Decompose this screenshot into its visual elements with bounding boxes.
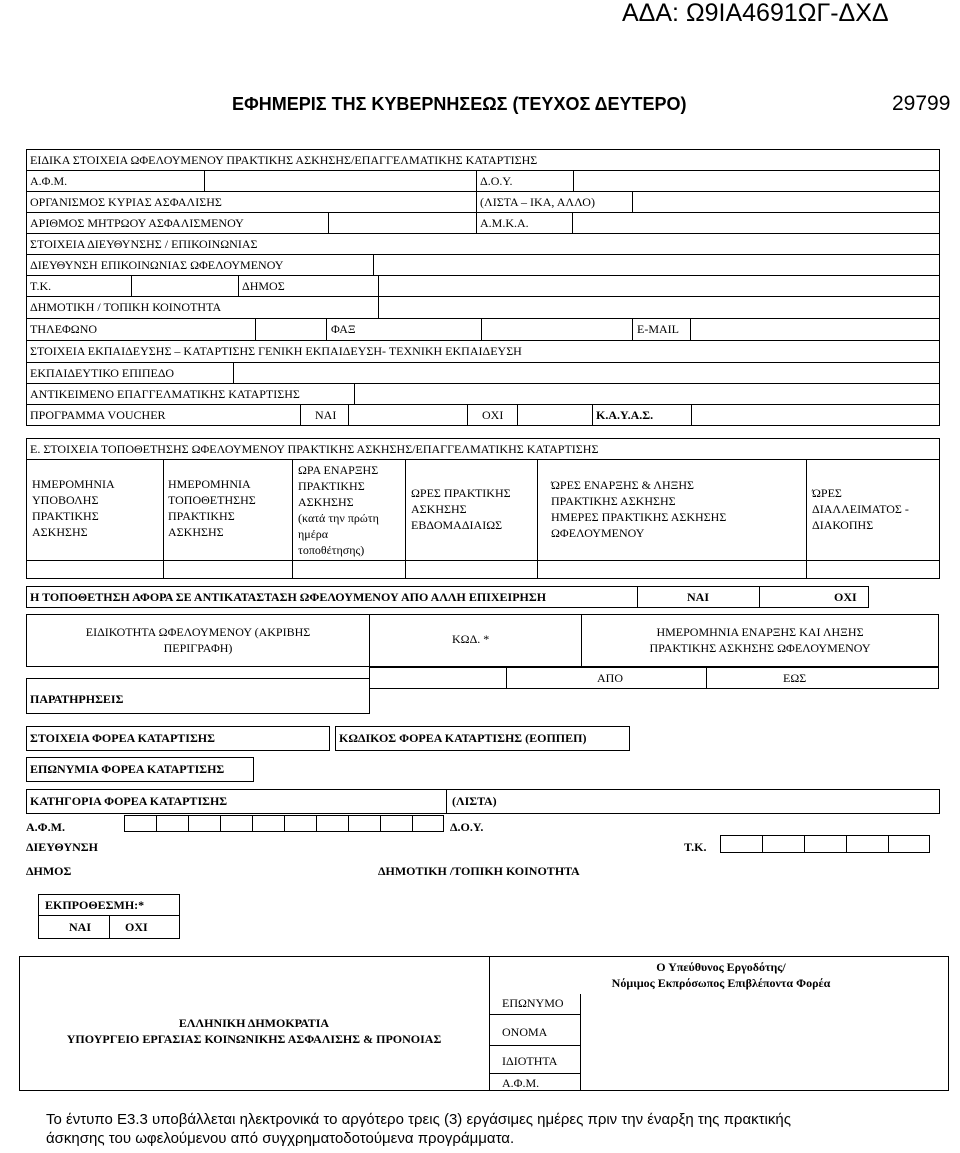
email-field[interactable] (692, 319, 938, 339)
kayas-label: Κ.Α.Υ.Α.Σ. (596, 408, 654, 422)
training-body-doy-label: Δ.Ο.Υ. (450, 820, 484, 834)
beneficiary-doy-field[interactable] (575, 171, 938, 190)
phone-label: ΤΗΛΕΦΩΝΟ (30, 322, 98, 336)
phone-field[interactable] (257, 319, 324, 339)
beneficiary-section-title: ΕΙΔΙΚΑ ΣΤΟΙΧΕΙΑ ΩΦΕΛΟΥΜΕΝΟΥ ΠΡΑΚΤΙΚΗΣ ΑΣΚΗΣΗΣ/ΕΠΑΓΓΕΛΜΑΤΙΚΗΣ ΚΑΤΑΡΤΙΣΗΣ (30, 153, 538, 167)
municipality-label: ΔΗΜΟΣ (242, 279, 285, 293)
training-body-tk-field[interactable] (720, 835, 930, 853)
fax-field[interactable] (483, 319, 630, 339)
training-body-title: ΣΤΟΙΧΕΙΑ ΦΟΡΕΑ ΚΑΤΑΡΤΙΣΗΣ (30, 731, 215, 745)
education-section-title: ΣΤΟΙΧΕΙΑ ΕΚΠΑΙΔΕΥΣΗΣ – ΚΑΤΑΡΤΙΣΗΣ ΓΕΝΙΚΗ ΕΚΠΑΙΔΕΥΣΗ- ΤΕΧΝΙΚΗ ΕΚΠΑΙΔΕΥΣΗ (30, 344, 522, 358)
gazette-title: ΕΦΗΜΕΡΙΣ ΤΗΣ ΚΥΒΕΡΝΗΣΕΩΣ (ΤΕΥΧΟΣ ΔΕΥΤΕΡΟ) (232, 94, 687, 114)
deadline-no-option[interactable]: ΟΧΙ (125, 920, 148, 934)
replacement-no-option[interactable]: ΟΧΙ (834, 590, 857, 604)
kayas-field[interactable] (693, 405, 938, 425)
education-level-field[interactable] (235, 363, 938, 382)
education-level-label: ΕΚΠΑΙΔΕΥΤΙΚΟ ΕΠΙΠΕΔΟ (30, 366, 175, 380)
placement-section-title: Ε. ΣΤΟΙΧΕΙΑ ΤΟΠΟΘΕΤΗΣΗΣ ΩΦΕΛΟΥΜΕΝΟΥ ΠΡΑΚΤΙΚΗΣ ΑΣΚΗΣΗΣ/ΕΠΑΓΓΕΛΜΑΤΙΚΗΣ ΚΑΤΑΡΤΙΣΗΣ (30, 442, 599, 456)
voucher-no-option[interactable]: ΟΧΙ (482, 408, 504, 422)
dates-label: ΗΜΕΡΟΜΗΝΙΑ ΕΝΑΡΞΗΣ ΚΑΙ ΛΗΞΗΣ ΠΡΑΚΤΙΚΗΣ ΑΣΚΗΣΗΣ ΩΦΕΛΟΥΜΕΝΟΥ (649, 625, 871, 655)
remarks-label: ΠΑΡΑΤΗΡΗΣΕΙΣ (30, 692, 124, 706)
address-field[interactable] (375, 255, 938, 274)
col-start-time: ΩΡΑ ΕΝΑΡΞΗΣ ΠΡΑΚΤΙΚΗΣ ΑΣΚΗΣΗΣ (κατά την πρώτη ημέρα τοποθέτησης) (298, 463, 379, 557)
deadline-yes-option[interactable]: ΝΑΙ (69, 920, 92, 934)
insurance-org-label: ΟΡΓΑΝΙΣΜΟΣ ΚΥΡΙΑΣ ΑΣΦΑΛΙΣΗΣ (30, 195, 222, 209)
amka-field[interactable] (574, 213, 938, 232)
tk-field[interactable] (133, 276, 236, 295)
email-label: E-MAIL (637, 322, 679, 336)
community-label: ΔΗΜΟΤΙΚΗ / ΤΟΠΙΚΗ ΚΟΙΝΟΤΗΤΑ (30, 300, 222, 314)
ministry-label: ΥΠΟΥΡΓΕΙΟ ΕΡΓΑΣΙΑΣ ΚΟΙΝΩΝΙΚΗΣ ΑΣΦΑΛΙΣΗΣ & ΠΡΟΝΟΙΑΣ (66, 1032, 442, 1046)
insurance-org-field[interactable] (206, 192, 474, 211)
training-body-tk-label: Τ.Κ. (684, 840, 707, 854)
address-label: ΔΙΕΥΘΥΝΣΗ ΕΠΙΚΟΙΝΩΝΙΑΣ ΩΦΕΛΟΥΜΕΝΟΥ (30, 258, 284, 272)
col-submission-date: ΗΜΕΡΟΜΗΝΙΑ ΥΠΟΒΟΛΗΣ ΠΡΑΚΤΙΚΗΣ ΑΣΚΗΣΗΣ (32, 477, 115, 539)
replacement-yes-option[interactable]: ΝΑΙ (687, 590, 710, 604)
training-subject-label: ΑΝΤΙΚΕΙΜΕΝΟ ΕΠΑΓΓΕΛΜΑΤΙΚΗΣ ΚΑΤΑΡΤΙΣΗΣ (30, 387, 300, 401)
signer-name-label: ΟΝΟΜΑ (502, 1025, 548, 1039)
signer-capacity-label: ΙΔΙΟΤΗΤΑ (502, 1054, 558, 1068)
from-to-row (369, 667, 939, 689)
amka-label: Α.Μ.Κ.Α. (480, 216, 529, 230)
voucher-label: ΠΡΟΓΡΑΜΜΑ VOUCHER (30, 408, 166, 422)
signer-title: Ο Υπεύθυνος Εργοδότης/ (656, 960, 786, 974)
community-field[interactable] (380, 297, 938, 317)
col-schedule: ΏΡΕΣ ΕΝΑΡΞΗΣ & ΛΗΞΗΣ ΠΡΑΚΤΙΚΗΣ ΑΣΚΗΣΗΣ ΗΜΕΡΕΣ ΠΡΑΚΤΙΚΗΣ ΑΣΚΗΣΗΣ ΩΦΕΛΟΥΜΕΝΟΥ (551, 478, 727, 540)
tk-label: Τ.Κ. (30, 279, 52, 293)
signer-afm-label: Α.Φ.Μ. (502, 1076, 540, 1090)
training-body-community-label: ΔΗΜΟΤΙΚΗ /ΤΟΠΙΚΗ ΚΟΙΝΟΤΗΤΑ (378, 864, 580, 878)
voucher-no-checkbox[interactable] (519, 405, 590, 425)
col-weekly-hours: ΩΡΕΣ ΠΡΑΚΤΙΚΗΣ ΑΣΚΗΣΗΣ ΕΒΔΟΜΑΔΙΑΙΩΣ (411, 486, 511, 532)
submission-note-line2: άσκησης του ωφελούμενου από συγχρηματοδοτούμενα προγράμματα. (46, 1130, 515, 1147)
training-body-category-list[interactable]: (ΛΙΣΤΑ) (452, 794, 497, 808)
beneficiary-afm-label: Α.Φ.Μ. (30, 174, 68, 188)
page-number: 29799 (892, 92, 951, 115)
training-body-name-label: ΕΠΩΝΥΜΙΑ ΦΟΡΕΑ ΚΑΤΑΡΤΙΣΗΣ (30, 762, 225, 776)
training-body-afm-label: Α.Φ.Μ. (26, 820, 65, 834)
republic-label: ΕΛΛΗΝΙΚΗ ΔΗΜΟΚΡΑΤΙΑ (178, 1016, 330, 1030)
voucher-yes-checkbox[interactable] (350, 405, 465, 425)
to-label: ΕΩΣ (783, 671, 807, 685)
signer-subtitle: Νόμιμος Εκπρόσωπος Επιβλέποντα Φορέα (611, 976, 831, 990)
submission-note-line1: Το έντυπο Ε3.3 υποβάλλεται ηλεκτρονικά το αργότερο τρεις (3) εργάσιμες ημέρες πριν την έναρξη της πρακτικής (46, 1111, 791, 1128)
address-section-title: ΣΤΟΙΧΕΙΑ ΔΙΕΥΘΥΝΣΗΣ / ΕΠΙΚΟΙΝΩΝΙΑΣ (30, 237, 258, 251)
deadline-title: ΕΚΠΡΟΘΕΣΜΗ:* (45, 898, 145, 912)
specialty-label: ΕΙΔΙΚΟΤΗΤΑ ΩΦΕΛΟΥΜΕΝΟΥ (ΑΚΡΙΒΗΣ ΠΕΡΙΓΡΑΦΗ) (85, 625, 311, 655)
registry-number-label: ΑΡΙΘΜΟΣ ΜΗΤΡΩΟΥ ΑΣΦΑΛΙΣΜΕΝΟΥ (30, 216, 244, 230)
training-body-category-label: ΚΑΤΗΓΟΡΙΑ ΦΟΡΕΑ ΚΑΤΑΡΤΙΣΗΣ (30, 794, 228, 808)
training-subject-field[interactable] (356, 384, 938, 403)
code-label: ΚΩΔ. * (452, 632, 490, 646)
replacement-question: Η ΤΟΠΟΘΕΤΗΣΗ ΑΦΟΡΑ ΣΕ ΑΝΤΙΚΑΤΑΣΤΑΣΗ ΩΦΕΛΟΥΜΕΝΟΥ ΑΠΟ ΑΛΛΗ ΕΠΙΧΕΙΡΗΣΗ (30, 590, 547, 604)
registry-number-field[interactable] (330, 213, 474, 232)
training-body-municipality-label: ΔΗΜΟΣ (26, 864, 72, 878)
fax-label: ΦΑΞ (331, 322, 356, 336)
beneficiary-afm-field[interactable] (206, 171, 474, 190)
signer-surname-label: ΕΠΩΝΥΜΟ (502, 996, 564, 1010)
voucher-yes-option[interactable]: ΝΑΙ (315, 408, 337, 422)
col-break-hours: ΏΡΕΣ ΔΙΑΛΛΕΙΜΑΤΟΣ - ΔΙΑΚΟΠΗΣ (812, 486, 909, 532)
training-body-address-label: ΔΙΕΥΘΥΝΣΗ (26, 840, 98, 854)
ada-code: ΑΔΑ: Ω9ΙΑ4691ΩΓ-ΔΧΔ (622, 0, 889, 27)
col-placement-date: ΗΜΕΡΟΜΗΝΙΑ ΤΟΠΟΘΕΤΗΣΗΣ ΠΡΑΚΤΙΚΗΣ ΑΣΚΗΣΗΣ (168, 477, 256, 539)
insurance-list-hint: (ΛΙΣΤΑ – ΙΚΑ, ΑΛΛΟ) (480, 195, 595, 209)
municipality-field[interactable] (380, 276, 938, 295)
beneficiary-doy-label: Δ.Ο.Υ. (480, 174, 513, 188)
from-label: ΑΠΟ (597, 671, 623, 685)
training-body-code-label: ΚΩΔΙΚΟΣ ΦΟΡΕΑ ΚΑΤΑΡΤΙΣΗΣ (ΕΟΠΠΕΠ) (339, 731, 587, 745)
